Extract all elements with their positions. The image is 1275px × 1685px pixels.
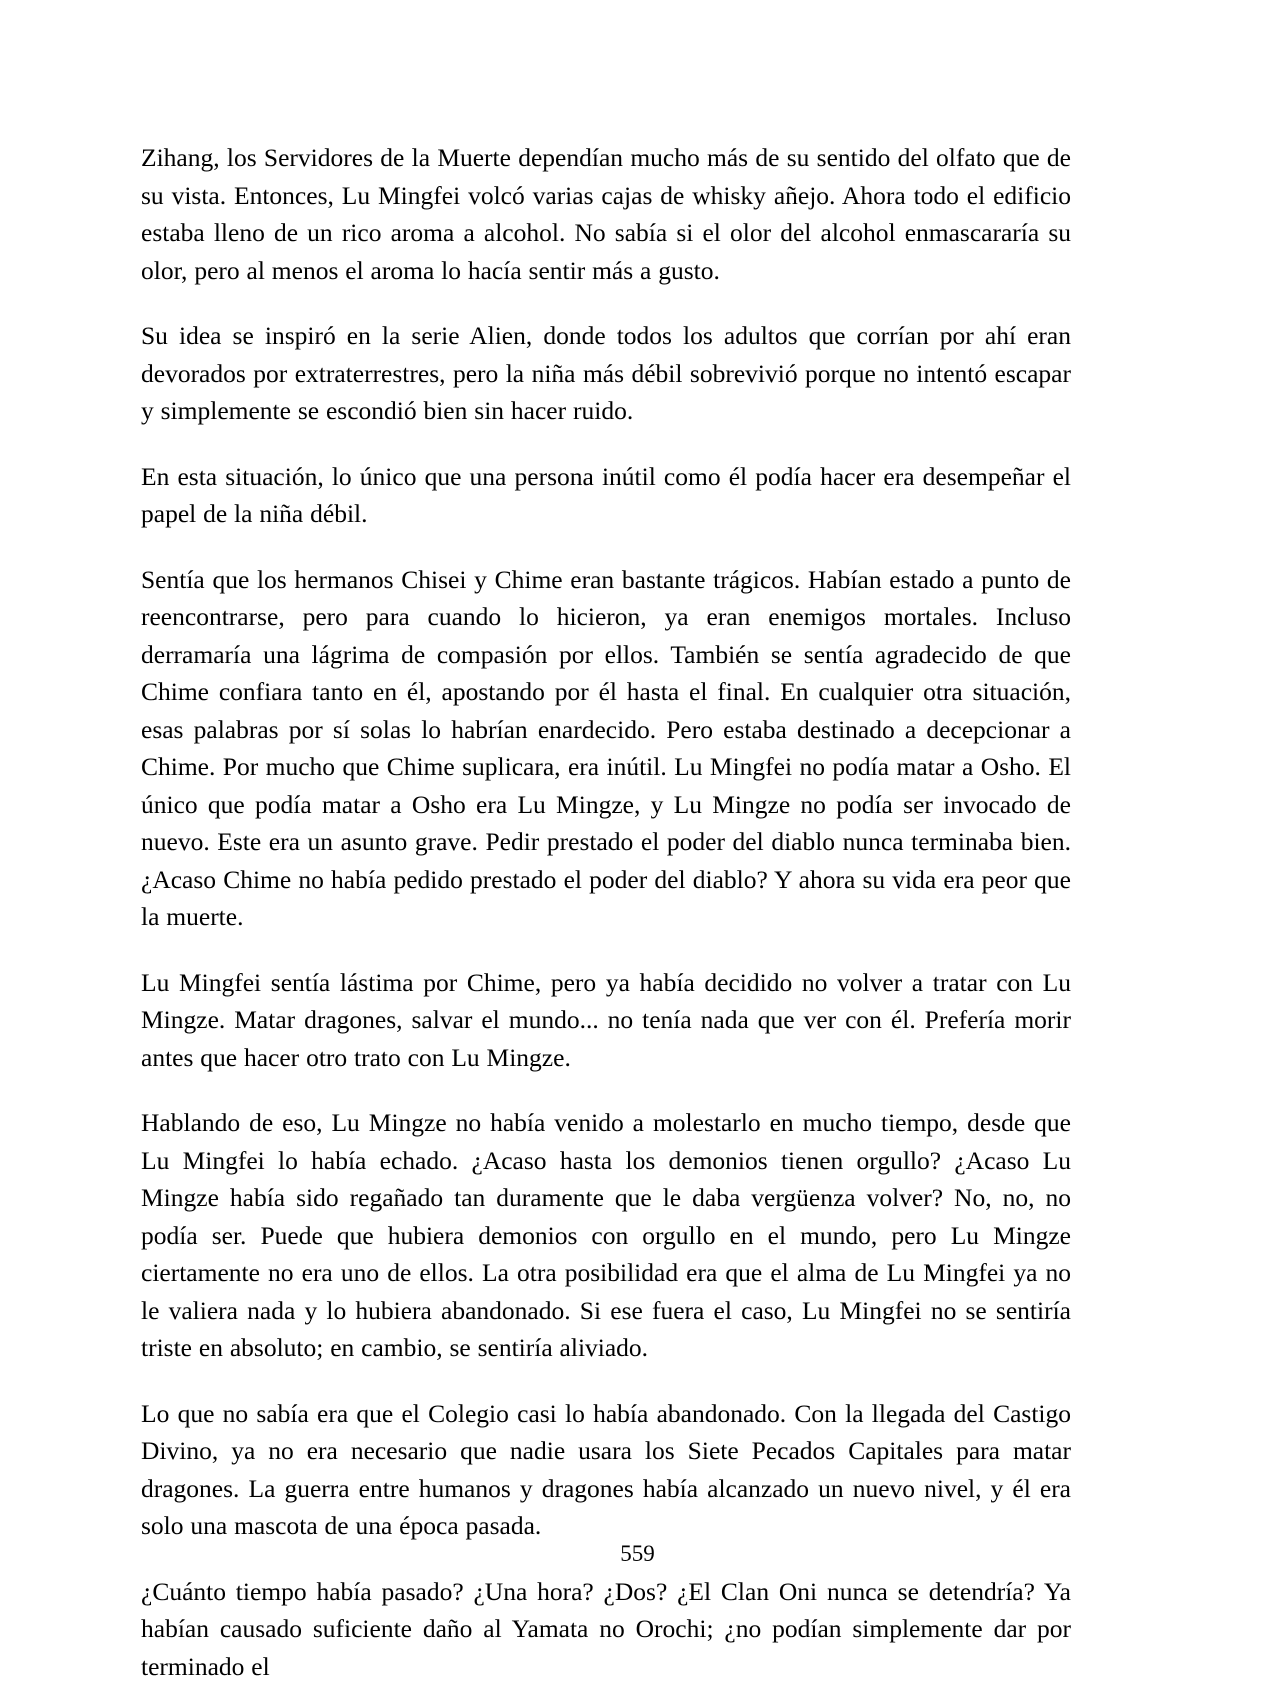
- paragraph: ¿Cuánto tiempo había pasado? ¿Una hora? ¿Dos? ¿El Clan Oni nunca se detendría? Ya habían causado suficiente daño al Yamata no Orochi; ¿no podían simplemente dar por terminado el: [141, 1573, 1071, 1685]
- paragraph: Lu Mingfei sentía lástima por Chime, pero ya había decidido no volver a tratar con Lu Mingze. Matar dragones, salvar el mundo... no tenía nada que ver con él. Prefería morir antes que hacer otro trato con Lu Mingze.: [141, 964, 1071, 1077]
- paragraph: Zihang, los Servidores de la Muerte dependían mucho más de su sentido del olfato que de su vista. Entonces, Lu Mingfei volcó varias cajas de whisky añejo. Ahora todo el edificio estaba lleno de un rico aroma a alcohol. No sabía si el olor del alcohol enmascararía su olor, pero al menos el aroma lo hacía sentir más a gusto.: [141, 139, 1071, 289]
- body-text-column: [141, 139, 1071, 1685]
- paragraph: Lo que no sabía era que el Colegio casi lo había abandonado. Con la llegada del Castigo Divino, ya no era necesario que nadie usara los Siete Pecados Capitales para matar dragones. La guerra entre humanos y dragones había alcanzado un nuevo nivel, y él era solo una mascota de una época pasada.: [141, 1395, 1071, 1545]
- paragraph: En esta situación, lo único que una persona inútil como él podía hacer era desempeñar el papel de la niña débil.: [141, 458, 1071, 533]
- paragraph: Su idea se inspiró en la serie Alien, donde todos los adultos que corrían por ahí eran devorados por extraterrestres, pero la niña más débil sobrevivió porque no intentó escapar y simplemente se escondió bien sin hacer ruido.: [141, 317, 1071, 430]
- paragraph: Sentía que los hermanos Chisei y Chime eran bastante trágicos. Habían estado a punto de reencontrarse, pero para cuando lo hicieron, ya eran enemigos mortales. Incluso derramaría una lágrima de compasión por ellos. También se sentía agradecido de que Chime confiara tanto en él, apostando por él hasta el final. En cualquier otra situación, esas palabras por sí solas lo habrían enardecido. Pero estaba destinado a decepcionar a Chime. Por mucho que Chime suplicara, era inútil. Lu Mingfei no podía matar a Osho. El único que podía matar a Osho era Lu Mingze, y Lu Mingze no podía ser invocado de nuevo. Este era un asunto grave. Pedir prestado el poder del diablo nunca terminaba bien. ¿Acaso Chime no había pedido prestado el poder del diablo? Y ahora su vida era peor que la muerte.: [141, 561, 1071, 936]
- paragraph: Hablando de eso, Lu Mingze no había venido a molestarlo en mucho tiempo, desde que Lu Mingfei lo había echado. ¿Acaso hasta los demonios tienen orgullo? ¿Acaso Lu Mingze había sido regañado tan duramente que le daba vergüenza volver? No, no, no podía ser. Puede que hubiera demonios con orgullo en el mundo, pero Lu Mingze ciertamente no era uno de ellos. La otra posibilidad era que el alma de Lu Mingfei ya no le valiera nada y lo hubiera abandonado. Si ese fuera el caso, Lu Mingfei no se sentiría triste en absoluto; en cambio, se sentiría aliviado.: [141, 1104, 1071, 1367]
- page-number: 559: [0, 1540, 1275, 1568]
